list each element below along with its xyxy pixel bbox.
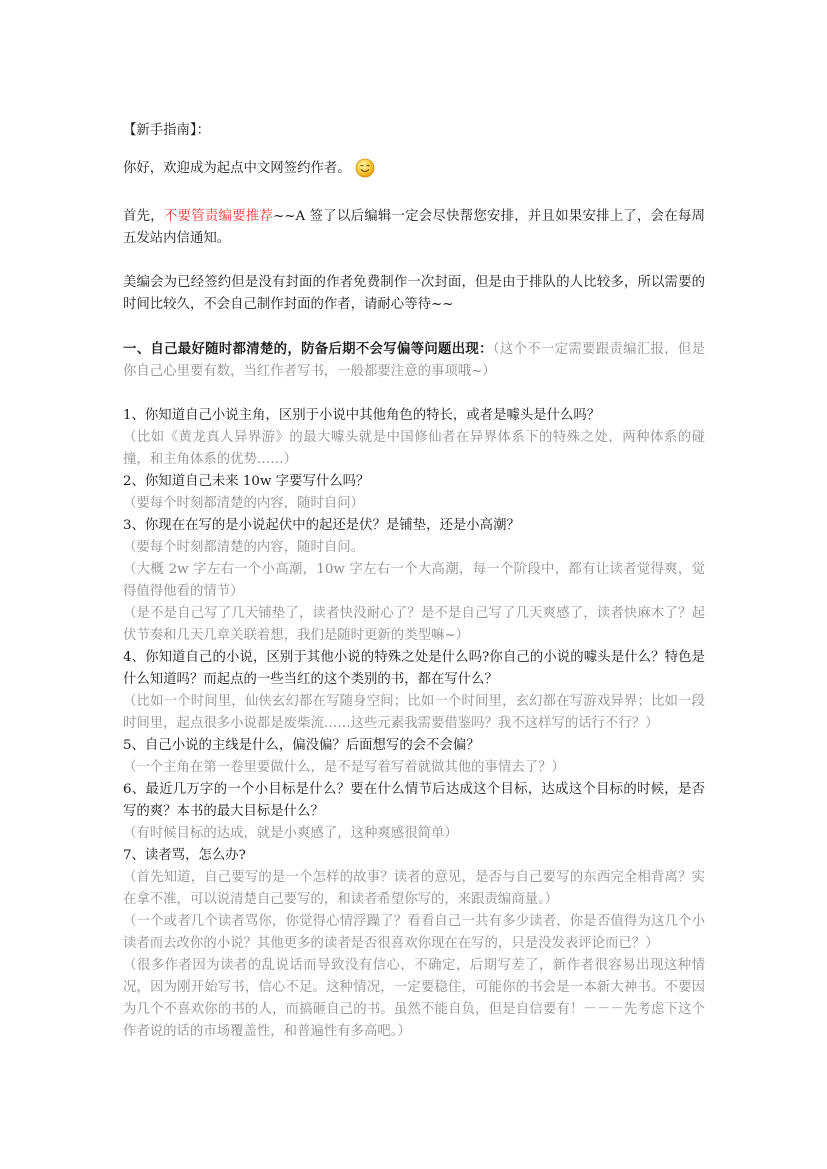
smiley-icon <box>355 158 375 178</box>
question-6: 6、最近几万字的一个小目标是什么？要在什么情节后达成这个目标，达成这个目标的时候，是否写的爽？本书的最大目标是什么？ <box>123 782 705 819</box>
question-5: 5、自己小说的主线是什么，偏没偏？后面想写的会不会偏？ <box>123 738 480 753</box>
question-3: 3、你现在在写的是小说起伏中的起还是伏？是铺垫，还是小高潮？ <box>123 518 520 533</box>
question-3-note-1: （要每个时刻都清楚的内容，随时自问。 <box>123 540 365 555</box>
welcome-text: 你好，欢迎成为起点中文网签约作者。 <box>123 161 351 176</box>
document-page <box>123 120 705 1043</box>
guide-title: 【新手指南】： <box>123 123 211 138</box>
question-2-note: （要每个时刻都清楚的内容，随时自问） <box>123 496 365 511</box>
question-3-note-3: （是不是自己写了几天铺垫了，读者快没耐心了？是不是自己写了几天爽感了，读者快麻木了？起伏节奏和几天几章关联着想，我们是随时更新的类型嘛~） <box>123 606 705 643</box>
paragraph-cover: 美编会为已经签约但是没有封面的作者免费制作一次封面，但是由于排队的人比较多，所以需要的时间比较久，不会自己制作封面的作者，请耐心等待~~ <box>123 275 705 312</box>
para1-rest: ~~A 签了以后编辑一定会尽快帮您安排，并且如果安排上了，会在每周五发站内信通知。 <box>123 209 705 246</box>
question-7: 7、读者骂，怎么办? <box>123 848 246 863</box>
question-2: 2、你知道自己未来 10w 字要写什么吗？ <box>123 474 370 489</box>
question-3-note-2: （大概 2w 字左右一个小高潮，10w 字左右一个大高潮，每一个阶段中，都有让读者觉得爽，觉得值得他看的情节） <box>123 562 705 599</box>
question-5-note: （一个主角在第一卷里要做什么，是不是写着写着就做其他的事情去了？） <box>123 760 565 775</box>
para1-prefix: 首先， <box>123 209 164 224</box>
welcome-line <box>123 158 705 180</box>
question-6-note: （有时候目标的达成，就是小爽感了，这种爽感很简单） <box>123 826 458 841</box>
section-one-note: （这个不一定需要跟责编汇报，但是你自己心里要有数，当红作者写书，一般都要注意的事项哦~） <box>123 342 705 379</box>
paragraph-recommend <box>123 206 705 250</box>
question-7-note-1: （首先知道，自己要写的是一个怎样的故事？读者的意见，是否与自己要写的东西完全相背离？实在拿不准，可以说清楚自己要写的，和读者希望你写的，来跟责编商量。） <box>123 870 705 907</box>
section-one-heading: 一、自己最好随时都清楚的，防备后期不会写偏等问题出现： <box>123 341 493 357</box>
question-7-note-3: （很多作者因为读者的乱说话而导致没有信心，不确定，后期写差了，新作者很容易出现这种情况，因为刚开始写书，信心不足。这种情况，一定要稳住，可能你的书会是一本新大神书。不要因为几个不喜欢你的书的人，而搞砸自己的书。虽然不能自负，但是自信要有！－－－先考虑下这个作者说的话的市场覆盖性，和普遍性有多高吧。） <box>123 958 705 1039</box>
question-4-note: （比如一个时间里，仙侠玄幻都在写随身空间；比如一个时间里，玄幻都在写游戏异界；比如一段时间里，起点很多小说都是废柴流……这些元素我需要借鉴吗？我不这样写的话行不行？） <box>123 694 705 731</box>
question-1: 1、你知道自己小说主角，区别于小说中其他角色的特长，或者是噱头是什么吗？ <box>123 408 601 423</box>
question-1-note: （比如《黄龙真人异界游》的最大噱头就是中国修仙者在异界体系下的特殊之处，两种体系的碰撞，和主角体系的优势……） <box>123 430 705 467</box>
section-one <box>123 338 705 383</box>
question-7-note-2: （一个或者几个读者骂你，你觉得心情浮躁了？看看自己一共有多少读者，你是否值得为这几个小读者而去改你的小说？其他更多的读者是否很喜欢你现在在写的，只是没发表评论而已？） <box>123 914 705 951</box>
para1-highlight: 不要管责编要推荐 <box>163 209 274 224</box>
question-4: 4、你知道自己的小说，区别于其他小说的特殊之处是什么吗?你自己的小说的噱头是什么？特色是什么知道吗？而起点的一些当红的这个类别的书，都在写什么？ <box>123 650 705 687</box>
